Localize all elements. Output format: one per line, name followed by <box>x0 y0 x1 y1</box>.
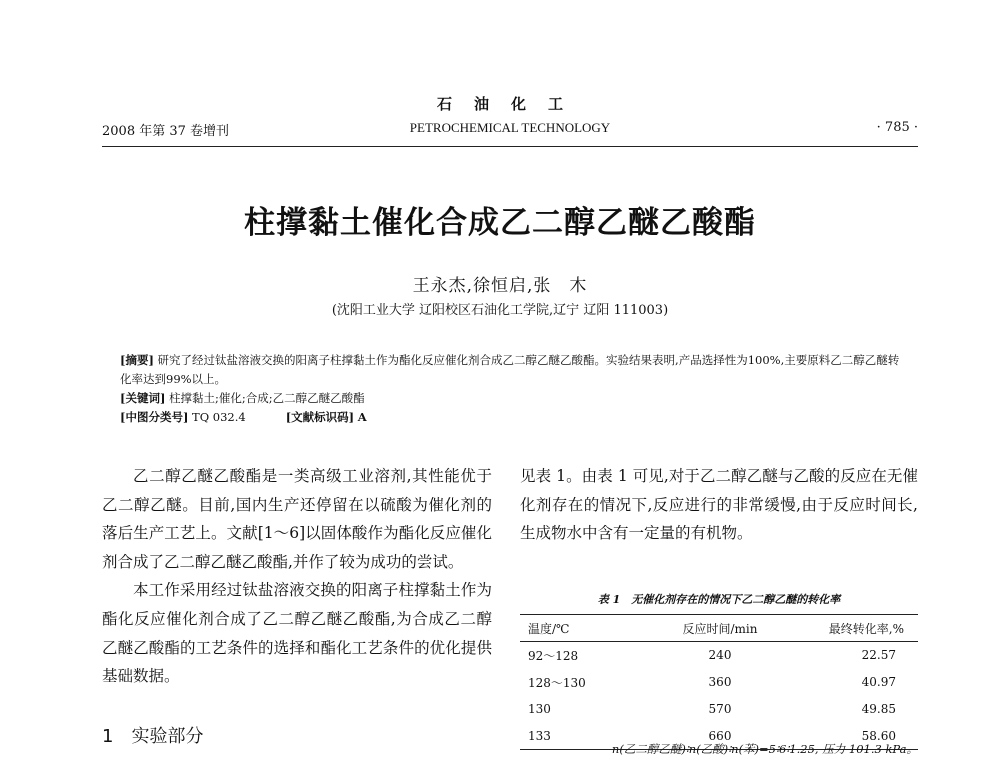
keywords-text: 柱撑黏土;催化;合成;乙二醇乙醚乙酸酯 <box>169 391 365 405</box>
page-number: · 785 · <box>876 120 918 135</box>
header-temperature: 温度/℃ <box>520 615 659 642</box>
cell-conversion: 49.85 <box>861 701 896 716</box>
affiliation: (沈阳工业大学 辽阳校区石油化工学院,辽宁 辽阳 111003) <box>331 303 669 318</box>
paragraph-results: 见表 1。由表 1 可见,对于乙二醇乙醚与乙酸的反应在无催化剂存在的情况下,反应进行的非常缓慢,由于反应时间长,生成物水中含有一定量的有机物。 <box>520 467 918 543</box>
abstract-text: 研究了经过钛盐溶液交换的阳离子柱撑黏土作为酯化反应催化剂合成乙二醇乙醚乙酸酯。实验结果表明,产品选择性为100%,主要原料乙二醇乙醚转化率达到99%以上。 <box>120 353 900 386</box>
journal-title-en: PETROCHEMICAL TECHNOLOGY <box>409 120 611 135</box>
table-header-row <box>520 615 918 642</box>
table-row <box>520 696 918 723</box>
cell-temperature: 130 <box>528 701 551 716</box>
cell-conversion: 58.60 <box>781 722 918 749</box>
article-title: 柱撑黏土催化合成乙二醇乙醚乙酸酯 <box>244 205 756 241</box>
left-column <box>102 462 492 691</box>
journal-title-cn: 石油化工 <box>436 95 585 113</box>
cell-temperature: 92～128 <box>528 648 579 663</box>
doc-code: A <box>357 410 367 424</box>
abstract-label: [摘要] <box>120 353 154 367</box>
table-footnote: n(乙二醇乙醚)∶n(乙酸)∶n(苯)=5∶6∶1.25, 压力 101.3 kPa。 <box>611 742 918 756</box>
author-list: 王永杰,徐恒启,张 木 <box>412 276 588 296</box>
cell-conversion: 22.57 <box>861 648 896 663</box>
keywords-label: [关键词] <box>120 391 166 405</box>
paragraph-intro: 乙二醇乙醚乙酸酯是一类高级工业溶剂,其性能优于乙二醇乙醚。目前,国内生产还停留在以硫酸为催化剂的落后生产工艺上。文献[1～6]以固体酸作为酯化反应催化剂合成了乙二醇乙醚乙酸酯,并作了较为成功的尝试。 <box>102 467 492 571</box>
issue-info: 2008 年第 37 卷增刊 <box>102 124 230 139</box>
cell-time: 660 <box>659 722 781 749</box>
section-number: 1 <box>102 726 114 747</box>
abstract-block <box>120 351 910 427</box>
table-caption: 表 1 无催化剂存在的情况下乙二醇乙醚的转化率 <box>597 593 841 606</box>
classification-line <box>120 408 910 427</box>
section-heading <box>102 722 203 748</box>
header-rule <box>102 146 918 147</box>
cell-time: 570 <box>708 701 732 716</box>
cell-time: 240 <box>708 648 732 663</box>
cell-temperature: 128～130 <box>528 675 586 690</box>
clc-code: TQ 032.4 <box>192 410 246 424</box>
keywords-line <box>120 389 910 408</box>
right-column <box>520 462 918 548</box>
abstract-line <box>120 351 910 389</box>
header-reaction-time: 反应时间/min <box>659 615 781 642</box>
conversion-table <box>520 614 918 750</box>
clc-label: [中图分类号] <box>120 410 189 424</box>
table-row <box>520 669 918 696</box>
table-row <box>520 642 918 669</box>
section-title: 实验部分 <box>131 726 204 747</box>
header-conversion: 最终转化率,% <box>781 615 918 642</box>
paragraph-objective: 本工作采用经过钛盐溶液交换的阳离子柱撑黏土作为酯化反应催化剂合成了乙二醇乙醚乙酸酯,为合成乙二醇乙醚乙酸酯的工艺条件的选择和酯化工艺条件的优化提供基础数据。 <box>102 581 492 686</box>
cell-temperature: 133 <box>520 722 659 749</box>
cell-conversion: 40.97 <box>861 675 896 690</box>
cell-time: 360 <box>708 675 732 690</box>
doc-code-label: [文献标识码] <box>285 410 355 424</box>
running-header <box>102 120 918 142</box>
